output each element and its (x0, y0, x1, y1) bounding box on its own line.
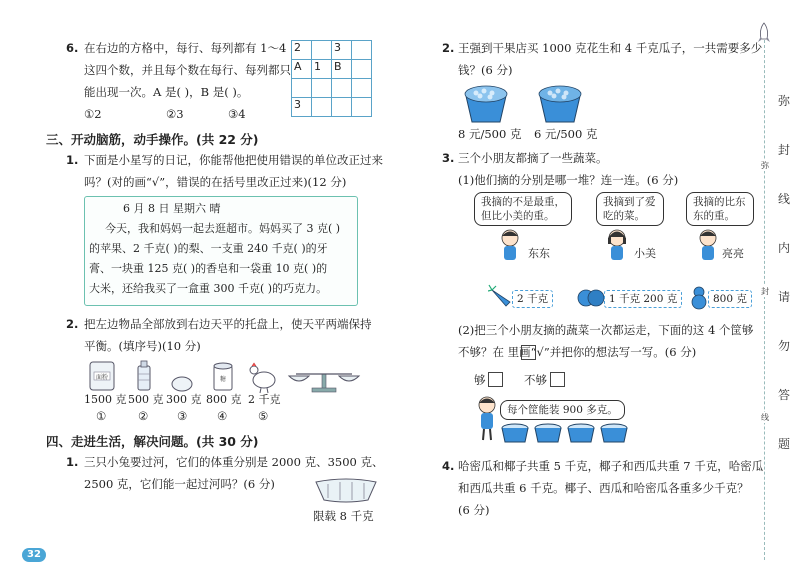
sidebar-char: 线 (777, 192, 790, 206)
question-text: 不够？在 里画“√”并把你的想法写一写。(6 分) (458, 345, 697, 359)
question-text: 吗？(对的画“√”，错误的在括号里改正过来)(12 分) (84, 175, 347, 189)
sugar-can-icon (214, 363, 232, 390)
kid-name: 东东 (528, 247, 550, 260)
item-mark: ③ (177, 409, 188, 423)
question-text: 王强到干果店买 1000 克花生和 4 千克瓜子，一共需要多少 (458, 41, 763, 55)
question-text: 2500 克，它们能一起过河吗？(6 分) (84, 477, 275, 491)
sidebar-char: 内 (777, 241, 790, 255)
item-mark: ⑤ (258, 409, 269, 423)
kid-name: 小美 (634, 247, 656, 260)
question-number: 6. (66, 41, 79, 55)
answer-box[interactable] (521, 345, 536, 360)
gourd-icon (688, 284, 710, 310)
vegetable-weight: 2 千克 (512, 290, 553, 308)
speech-bubble: 每个筐能装 900 多克。 (500, 400, 625, 420)
basket-icon (535, 424, 561, 442)
question-number: 2. (442, 41, 455, 55)
section-title: 三、开动脑筋，动手操作。(共 22 分) (46, 132, 259, 147)
boat-icon (314, 474, 378, 504)
vegetable-weight: 1 千克 200 克 (604, 290, 682, 308)
weight-label: 300 克 (166, 393, 202, 406)
not-enough-checkbox[interactable] (550, 372, 565, 387)
not-enough-label: 不够 (524, 373, 547, 387)
bag-label: 面粉 (95, 374, 109, 381)
question-text: (2)把三个小朋友摘的蔬菜一次都运走，下面的这 4 个筐够 (458, 323, 754, 337)
grid-cell (312, 98, 332, 117)
question-text: 平衡。(填序号)(10 分) (84, 339, 201, 353)
grid-cell: 2 (292, 41, 312, 60)
seal-line (764, 40, 765, 560)
flour-bag-icon (90, 362, 114, 390)
section-title: 四、走进生活，解决问题。(共 30 分) (46, 434, 259, 449)
enough-label: 够 (474, 373, 486, 387)
speech-bubble: 我摘的比东东的重。 (686, 192, 754, 226)
boat-label: 限载 8 千克 (313, 509, 374, 523)
question-number: 2. (66, 317, 79, 331)
sidebar-char: 封 (777, 143, 790, 157)
sidebar-char: 答 (777, 388, 790, 402)
eggplant-icon (576, 286, 606, 308)
seed-bowl-icon (539, 86, 581, 122)
diary-line: 今天，我和妈妈一起去逛超市。妈妈买了 3 克( ) (105, 222, 341, 235)
peanut-bowl-icon (465, 86, 507, 122)
soap-icon (172, 377, 192, 391)
boy-icon (700, 230, 716, 260)
fold-label: 线 (757, 412, 773, 423)
kid-name: 亮亮 (722, 247, 744, 260)
grid-cell (352, 41, 372, 60)
item-mark: ② (138, 409, 149, 423)
question-text: 三只小兔要过河，它们的体重分别是 2000 克、3500 克、 (84, 455, 384, 469)
weight-label: 800 克 (206, 393, 242, 406)
question-text: 哈密瓜和椰子共重 5 千克，椰子和西瓜共重 7 千克，哈密瓜 (458, 459, 764, 473)
option-2: ②3 (166, 107, 184, 121)
item-mark: ④ (217, 409, 228, 423)
question-text: 和西瓜共重 6 千克。椰子、西瓜和哈密瓜各重多少千克？ (458, 481, 749, 495)
question-number: 1. (66, 455, 79, 469)
question-text: (1)他们摘的分别是哪一堆？连一连。(6 分) (458, 173, 679, 187)
weight-label: 500 克 (128, 393, 164, 406)
chicken-icon (250, 363, 275, 393)
fold-label: 弥 (757, 160, 773, 171)
question-number: 1. (66, 153, 79, 167)
grid-cell (352, 98, 372, 117)
question-text: 能出现一次。A 是( )，B 是( )。 (84, 85, 249, 99)
question-number: 4. (442, 459, 455, 473)
fold-label: 封 (757, 286, 773, 297)
weight-label: 2 千克 (248, 393, 281, 406)
diary-line: 膏、一块重 125 克( )的香皂和一袋重 10 克( )的 (89, 262, 328, 275)
option-3: ③4 (228, 107, 246, 121)
enough-checkbox[interactable] (488, 372, 503, 387)
bottle-icon (138, 361, 150, 390)
grid-cell (332, 98, 352, 117)
sidebar-char: 请 (777, 290, 790, 304)
can-label: 糖 (219, 376, 227, 383)
item-mark: ① (96, 409, 107, 423)
balance-scale-icon (289, 374, 359, 392)
speech-bubble: 我摘到了爱吃的菜。 (596, 192, 664, 226)
grid-cell (332, 79, 352, 98)
sidebar-char: 弥 (777, 94, 790, 108)
grid-cell: B (332, 60, 352, 79)
diary-box (84, 196, 358, 306)
basket-icon (601, 424, 627, 442)
sidebar-char: 勿 (777, 339, 790, 353)
question-text: 三个小朋友都摘了一些蔬菜。 (458, 151, 608, 165)
speech-bubble: 我摘的不是最重，但比小美的重。 (474, 192, 572, 226)
question-text: 在右边的方格中，每行、每列都有 1～4 (84, 41, 287, 55)
vegetable-weight: 800 克 (708, 290, 752, 308)
question-text: 这四个数，并且每个数在每行、每列都只 (84, 63, 291, 77)
grid-cell (352, 60, 372, 79)
grid-cell: 3 (332, 41, 352, 60)
items-illustration (84, 358, 384, 394)
sidebar-char: 题 (777, 437, 790, 451)
question-number: 3. (442, 151, 455, 165)
grid-cell (292, 79, 312, 98)
grid-cell: 1 (312, 60, 332, 79)
diary-date: 6 月 8 日 星期六 晴 (123, 202, 221, 215)
girl-icon (608, 230, 626, 260)
question-text: (6 分) (458, 503, 490, 517)
boy-icon (474, 396, 500, 442)
grid-cell (312, 41, 332, 60)
price-label: 6 元/500 克 (534, 127, 598, 141)
option-1: ①2 (84, 107, 102, 121)
carrot-icon (488, 284, 514, 310)
number-grid (291, 40, 372, 117)
nut-bowls-illustration (462, 84, 602, 124)
grid-cell: 3 (292, 98, 312, 117)
basket-icon (502, 424, 528, 442)
boy-icon (502, 230, 518, 260)
question-text: 把左边物品全部放到右边天平的托盘上，使天平两端保持 (84, 317, 372, 331)
rocket-icon (758, 22, 770, 44)
grid-cell: A (292, 60, 312, 79)
grid-cell (352, 79, 372, 98)
diary-line: 大米，还给我买了一盒重 300 千克( )的巧克力。 (89, 282, 328, 295)
question-text: 下面是小星写的日记，你能帮他把使用错误的单位改正过来 (84, 153, 383, 167)
price-label: 8 元/500 克 (458, 127, 522, 141)
basket-icon (568, 424, 594, 442)
baskets-illustration (500, 422, 632, 446)
page-number: 32 (22, 548, 46, 562)
question-text: 钱？(6 分) (458, 63, 513, 77)
grid-cell (312, 79, 332, 98)
weight-label: 1500 克 (84, 393, 127, 406)
diary-line: 的苹果、2 千克( )的梨、一支重 240 千克( )的牙 (89, 242, 328, 255)
